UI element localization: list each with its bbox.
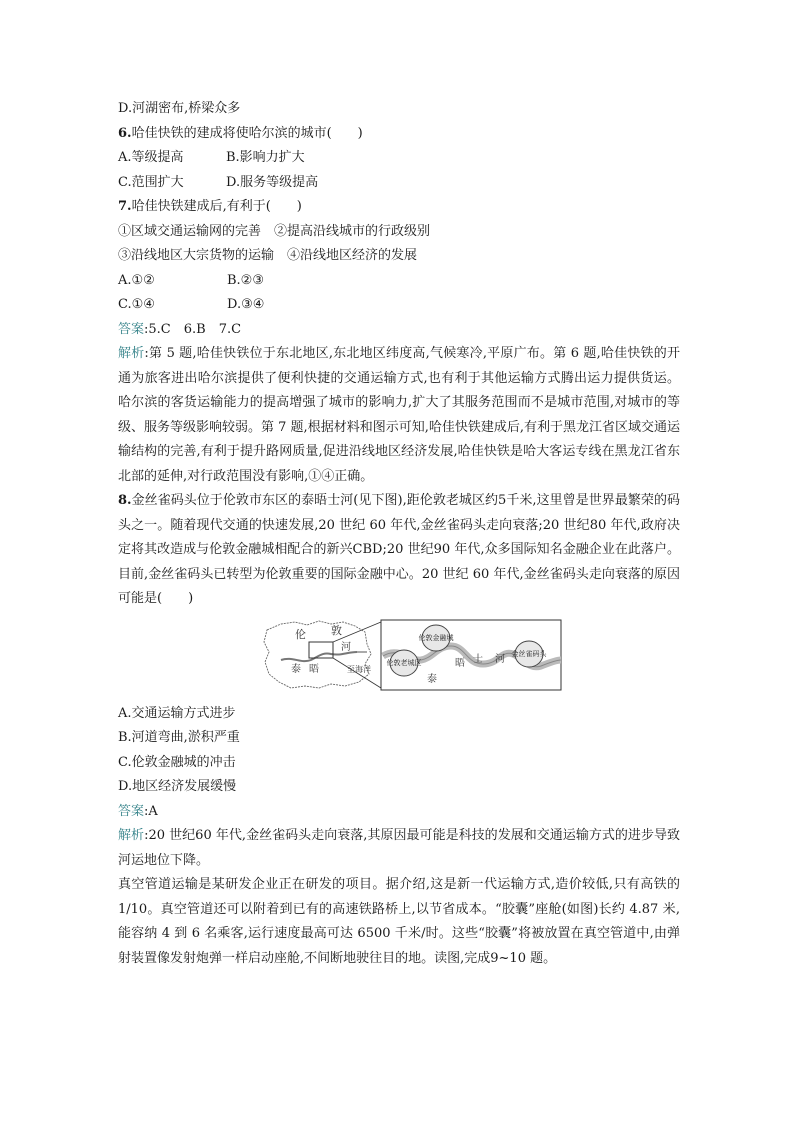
q7-stem — [118, 195, 680, 220]
q5-option-d: D.河湖密布,桥梁众多 — [118, 101, 241, 116]
q6-stem — [118, 122, 680, 147]
answer-label: 答案 — [118, 321, 145, 337]
q8-option-a: A.交通运输方式进步 — [118, 705, 236, 721]
analysis-text: :第 5 题,哈佳快铁位于东北地区,东北地区纬度高,气候寒冷,平原广布。第 6 题,哈佳快铁的开通为旅客进出哈尔滨提供了便利快捷的交通运输方式,也有利于其他运输方式腾出运力提供货运。哈尔滨的客货运输能力的提高增强了城市的影响力,扩大了其服务范围而不是城市范围,对城市的等级、服务等级影响较弱。第 7 题,根据材料和图示可知,哈佳快铁建成后,有利于黑龙江省区域交通运输结构的完善,有利于提升路网质量,促进沿线地区经济发展,哈佳快铁是哈大客运专线在黑龙江省东北部的延伸,对行政范围没有影响,①④正确。 — [118, 346, 680, 484]
map-label-tai-big: 泰 — [427, 673, 437, 685]
answer-8 — [118, 800, 680, 825]
q7-statements-1: ①区域交通运输网的完善 ②提高沿线城市的行政级别 — [118, 223, 431, 239]
london-map — [261, 616, 566, 694]
q6-options-row-1 — [118, 146, 680, 171]
london-outline — [264, 621, 371, 688]
map-label-he-big: 河 — [495, 653, 505, 665]
q7-number: 7. — [118, 199, 132, 214]
map-label-to-sea: 至海洋 — [347, 664, 371, 674]
answer-text: :5.C 6.B 7.C — [144, 321, 242, 337]
q6-stem-text: 哈佳快铁的建成将使哈尔滨的城市( ) — [131, 125, 363, 141]
q6-options-row-2 — [118, 171, 680, 196]
q6-option-b: B.影响力扩大 — [226, 150, 305, 165]
finance-city-label: 伦敦金融城 — [418, 633, 454, 642]
map-label-wu-big: 晤 — [455, 657, 465, 669]
old-city-label: 伦敦老城区 — [386, 658, 422, 667]
map-label-shi-big: 士 — [473, 653, 483, 665]
q7-statements-2: ③沿线地区大宗货物的运输 ④沿线地区经济的发展 — [118, 248, 418, 263]
q6-option-c: C.范围扩大 — [118, 174, 184, 190]
answer-8-label: 答案 — [118, 803, 145, 819]
map-label-tai-small: 泰 — [291, 663, 301, 675]
document-page — [118, 97, 680, 971]
analysis-8-text: :20 世纪60 年代,金丝雀码头走向衰落,其原因最可能是科技的发展和交通运输方式的进步导致河运地位下降。 — [118, 828, 680, 868]
analysis-label: 解析 — [118, 346, 145, 361]
london-map-figure — [118, 616, 680, 696]
canary-wharf-label: 金丝雀码头 — [511, 649, 547, 658]
q7-stem-text: 哈佳快铁建成后,有利于( ) — [131, 199, 302, 214]
analysis-8-label: 解析 — [118, 828, 145, 843]
answer-5-7 — [118, 318, 680, 343]
analysis-8 — [118, 824, 680, 873]
q6-number: 6. — [118, 125, 132, 141]
q7-option-c: C.①④ — [118, 297, 155, 312]
map-label-dun: 敦 — [331, 623, 342, 637]
q7-options-row-2 — [118, 293, 680, 318]
q8-option-d: D.地区经济发展缓慢 — [118, 779, 237, 794]
q8-option-c: C.伦敦金融城的冲击 — [118, 754, 236, 770]
q6-option-a: A.等级提高 — [118, 150, 184, 165]
q6-option-d: D.服务等级提高 — [226, 174, 319, 190]
q7-options-row-1 — [118, 269, 680, 294]
q8-stem-text: 金丝雀码头位于伦敦市东区的泰晤士河(见下图),距伦敦老城区约5千米,这里曾是世界最繁荣的码头之一。随着现代交通的快速发展,20 世纪 60 年代,金丝雀码头走向衰落;20 世纪80 年代,政府决定将其改造成与伦敦金融城相配合的新兴CBD;20 世纪90 年代,众多国际知名金融企业在此落户。目前,金丝雀码头已转型为伦敦重要的国际金融中心。20 世纪 60 年代,金丝雀码头走向衰落的原因可能是( ) — [118, 493, 680, 606]
q8-option-b: B.河道弯曲,淤积严重 — [118, 730, 240, 745]
passage-9-10: 真空管道运输是某研发企业正在研发的项目。据介绍,这是新一代运输方式,造价较低,只有高铁的 1/10。真空管道还可以附着到已有的高速铁路桥上,以节省成本。“胶囊”座舱(如图)长约 4.87 米,能容纳 4 到 6 名乘客,运行速度最高可达 6500 千米/时。这些“胶囊”将被放置在真空管道中,由弹射装置像发射炮弹一样启动座舱,不间断地驶往目的地。读图,完成9~10 题。 — [118, 877, 680, 966]
q8-stem — [118, 489, 680, 612]
q8-number: 8. — [118, 493, 132, 508]
map-label-he-small: 河 — [341, 641, 351, 653]
map-label-lun: 伦 — [295, 627, 306, 641]
q7-option-a: A.①② — [118, 272, 155, 288]
q7-option-d: D.③④ — [227, 297, 265, 312]
map-label-wu-small: 晤 — [309, 663, 319, 675]
q7-option-b: B.②③ — [227, 272, 264, 288]
answer-8-text: :A — [144, 803, 158, 819]
analysis-5-7 — [118, 342, 680, 489]
